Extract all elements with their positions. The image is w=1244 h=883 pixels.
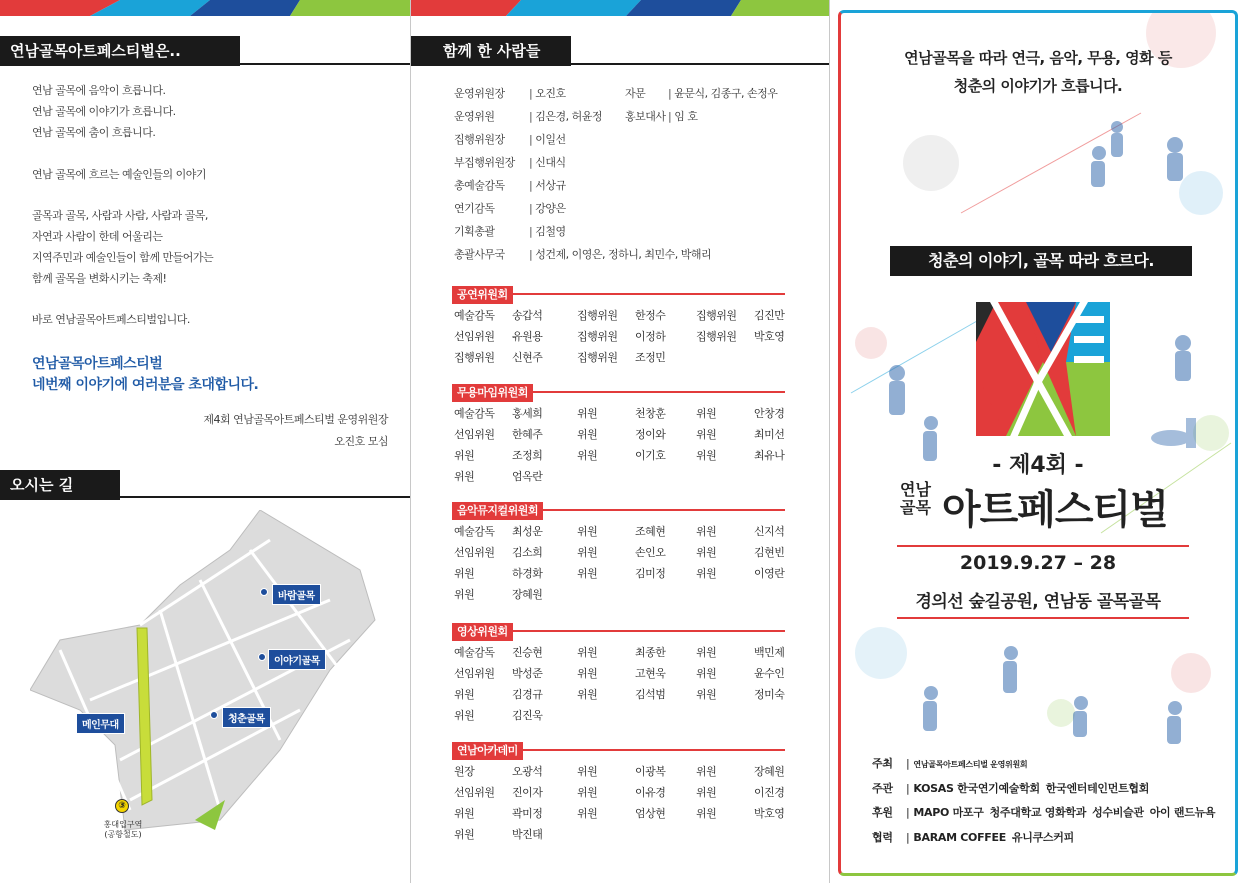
staff-name: 오진호 bbox=[535, 87, 566, 100]
member-role: 위원 bbox=[577, 525, 598, 538]
member-role: 위원 bbox=[577, 449, 598, 462]
staff-role: 운영위원장 bbox=[454, 87, 505, 100]
color-strip bbox=[0, 0, 410, 16]
committee-member bbox=[577, 565, 665, 581]
member-role: 위원 bbox=[454, 807, 475, 820]
member-name: 이영란 bbox=[754, 567, 785, 580]
committee-member bbox=[577, 686, 665, 702]
staff-role: 기획총괄 bbox=[454, 225, 495, 238]
committee-member bbox=[696, 447, 784, 463]
staff-panel bbox=[411, 0, 829, 883]
cover-headline-1: 연남골목을 따라 연극, 음악, 무용, 영화 등 bbox=[904, 49, 1172, 67]
committee-member bbox=[577, 784, 665, 800]
festival-date: 2019.9.27 – 28 bbox=[959, 552, 1117, 574]
staff-separator: | bbox=[529, 133, 533, 146]
member-role: 위원 bbox=[696, 646, 717, 659]
committee-label: 음악뮤지컬위원회 bbox=[452, 502, 543, 520]
committee-member bbox=[577, 349, 665, 365]
committee-member bbox=[577, 307, 665, 323]
staff-name: 신대식 bbox=[535, 156, 566, 169]
member-name: 엄상현 bbox=[635, 807, 666, 820]
staff-row-advisor bbox=[625, 85, 777, 101]
committee-member bbox=[454, 644, 542, 660]
committee-member bbox=[696, 686, 784, 702]
committee-member bbox=[454, 805, 542, 821]
member-role: 위원 bbox=[577, 667, 598, 680]
member-name: 정미숙 bbox=[754, 688, 785, 701]
member-role: 위원 bbox=[454, 449, 475, 462]
committee-label: 연남아카데미 bbox=[452, 742, 523, 760]
member-role: 선임위원 bbox=[454, 428, 495, 441]
staff-separator: | bbox=[529, 87, 533, 100]
festival-logo bbox=[976, 302, 1110, 436]
committee-member bbox=[577, 805, 665, 821]
member-role: 선임위원 bbox=[454, 667, 495, 680]
decor-dots bbox=[841, 13, 1235, 873]
staff-row bbox=[454, 246, 711, 262]
date-rule-bottom bbox=[897, 617, 1189, 619]
intro-line: 연남 골목에 음악이 흐릅니다. bbox=[32, 84, 166, 97]
member-name: 김소희 bbox=[512, 546, 543, 559]
member-name: 이유경 bbox=[635, 786, 666, 799]
station-name: 홍대입구역 bbox=[103, 820, 143, 829]
member-name: 조정희 bbox=[512, 449, 543, 462]
staff-row bbox=[454, 85, 566, 101]
committee-label: 영상위원회 bbox=[452, 623, 513, 641]
committee-member bbox=[454, 523, 542, 539]
member-role: 위원 bbox=[454, 688, 475, 701]
member-name: 최성운 bbox=[512, 525, 543, 538]
committee-member bbox=[454, 328, 542, 344]
staff-name: 이일선 bbox=[535, 133, 566, 146]
member-name: 하경화 bbox=[512, 567, 543, 580]
member-role: 선임위원 bbox=[454, 546, 495, 559]
member-role: 위원 bbox=[577, 765, 598, 778]
member-name: 윤수인 bbox=[754, 667, 785, 680]
member-name: 박호영 bbox=[754, 807, 785, 820]
committee-member bbox=[577, 644, 665, 660]
member-name: 한정수 bbox=[635, 309, 666, 322]
committee-member bbox=[696, 405, 784, 421]
credit-row bbox=[872, 804, 1221, 820]
committee-member bbox=[577, 426, 665, 442]
intro-line: 바로 연남골목아트페스티벌입니다. bbox=[32, 313, 190, 326]
staff-separator: | bbox=[529, 225, 533, 238]
cover-slogan: 청춘의 이야기, 골목 따라 흐르다. bbox=[890, 246, 1192, 276]
festival-venue: 경의선 숲길공원, 연남동 골목골목 bbox=[915, 592, 1161, 612]
credit-key: 협력 bbox=[872, 831, 893, 844]
staff-separator: | bbox=[668, 87, 672, 100]
intro-title: 연남골목아트페스티벌은.. bbox=[0, 36, 240, 66]
member-role: 위원 bbox=[454, 588, 475, 601]
intro-line: 골목과 골목, 사람과 사람, 사람과 골목, bbox=[32, 209, 208, 222]
staff-row bbox=[454, 154, 566, 170]
member-role: 위원 bbox=[577, 786, 598, 799]
member-name: 김현빈 bbox=[754, 546, 785, 559]
member-name: 곽미정 bbox=[512, 807, 543, 820]
member-name: 조혜현 bbox=[635, 525, 666, 538]
member-name: 백민제 bbox=[754, 646, 785, 659]
member-role: 집행위원 bbox=[696, 309, 737, 322]
committee-member bbox=[454, 468, 542, 484]
committee-member bbox=[454, 426, 542, 442]
member-role: 선임위원 bbox=[454, 786, 495, 799]
member-role: 위원 bbox=[577, 688, 598, 701]
committee-member bbox=[577, 665, 665, 681]
member-name: 이광복 bbox=[635, 765, 666, 778]
staff-row bbox=[454, 108, 602, 124]
member-name: 최종한 bbox=[635, 646, 666, 659]
member-name: 김미정 bbox=[635, 567, 666, 580]
intro-line: 함께 골목을 변화시키는 축제! bbox=[32, 272, 167, 285]
member-name: 오광석 bbox=[512, 765, 543, 778]
member-name: 진승현 bbox=[512, 646, 543, 659]
committee-member bbox=[696, 763, 784, 779]
intro-line: 지역주민과 예술인들이 함께 만들어가는 bbox=[32, 251, 214, 264]
committee-member bbox=[454, 665, 542, 681]
credit-separator: | bbox=[906, 782, 910, 795]
credit-separator: | bbox=[906, 831, 910, 844]
staff-name: 윤문식, 김종구, 손정우 bbox=[674, 87, 778, 100]
staff-row bbox=[454, 223, 566, 239]
member-name: 송갑석 bbox=[512, 309, 543, 322]
member-role: 위원 bbox=[454, 828, 475, 841]
map-label-cheongchun: 청춘골목 bbox=[222, 707, 271, 728]
committee-member bbox=[696, 307, 784, 323]
staff-separator: | bbox=[529, 248, 533, 261]
committee-member bbox=[454, 544, 542, 560]
credit-org: 성수비슬관 bbox=[1092, 806, 1144, 819]
committee-member bbox=[454, 349, 542, 365]
member-role: 예술감독 bbox=[454, 407, 495, 420]
committee-member bbox=[454, 784, 542, 800]
member-name: 홍세희 bbox=[512, 407, 543, 420]
staff-role: 홍보대사 bbox=[625, 110, 666, 123]
member-name: 이기호 bbox=[635, 449, 666, 462]
committee-member bbox=[696, 426, 784, 442]
staff-role: 부집행위원장 bbox=[454, 156, 515, 169]
member-role: 위원 bbox=[696, 765, 717, 778]
staff-separator: | bbox=[529, 156, 533, 169]
credit-row bbox=[872, 755, 1033, 771]
committee-member bbox=[696, 665, 784, 681]
member-name: 진이자 bbox=[512, 786, 543, 799]
member-name: 김진욱 bbox=[512, 709, 543, 722]
member-role: 위원 bbox=[577, 546, 598, 559]
member-role: 위원 bbox=[696, 688, 717, 701]
festival-title-small-1: 연남 bbox=[900, 480, 931, 499]
committee-member bbox=[577, 544, 665, 560]
committee-member bbox=[454, 763, 542, 779]
member-role: 원장 bbox=[454, 765, 475, 778]
member-name: 조정민 bbox=[635, 351, 666, 364]
intro-line: 연남 골목에 흐르는 예술인들의 이야기 bbox=[32, 168, 207, 181]
intro-line: 자연과 사람이 한데 어울리는 bbox=[32, 230, 163, 243]
credit-key: 후원 bbox=[872, 806, 893, 819]
member-role: 집행위원 bbox=[577, 351, 618, 364]
member-name: 엄옥란 bbox=[512, 470, 543, 483]
color-strip bbox=[411, 0, 829, 16]
member-name: 신지석 bbox=[754, 525, 785, 538]
staff-role: 자문 bbox=[625, 87, 646, 100]
member-name: 김경규 bbox=[512, 688, 543, 701]
credit-separator: | bbox=[906, 757, 910, 770]
member-role: 위원 bbox=[696, 786, 717, 799]
committee-member bbox=[696, 328, 784, 344]
member-role: 선임위원 bbox=[454, 330, 495, 343]
member-name: 박호영 bbox=[754, 330, 785, 343]
member-role: 위원 bbox=[577, 428, 598, 441]
committee-label: 공연위원회 bbox=[452, 286, 513, 304]
committee-member bbox=[696, 544, 784, 560]
member-name: 박진태 bbox=[512, 828, 543, 841]
staff-name: 김은경, 허윤정 bbox=[535, 110, 602, 123]
invite-line-2: 네번째 이야기에 여러분을 초대합니다. bbox=[32, 377, 259, 393]
member-name: 유원용 bbox=[512, 330, 543, 343]
station-line: (공항철도) bbox=[104, 830, 142, 839]
station-number: ③ bbox=[115, 799, 129, 813]
staff-role: 총괄사무국 bbox=[454, 248, 505, 261]
directions-map bbox=[30, 510, 390, 840]
credit-org: 연남골목아트페스티벌 운영위원회 bbox=[913, 760, 1028, 769]
credit-org: 한국엔터테인먼트협회 bbox=[1045, 782, 1150, 795]
credit-row bbox=[872, 780, 1155, 796]
member-name: 이정하 bbox=[635, 330, 666, 343]
member-name: 박성준 bbox=[512, 667, 543, 680]
member-name: 한혜주 bbox=[512, 428, 543, 441]
credit-separator: | bbox=[906, 806, 910, 819]
member-role: 집행위원 bbox=[577, 309, 618, 322]
signature-line-1: 제4회 연남골목아트페스티벌 운영위원장 bbox=[203, 413, 388, 426]
member-role: 위원 bbox=[696, 428, 717, 441]
credit-org: KOSAS 한국연기예술학회 bbox=[913, 782, 1040, 795]
committee-member bbox=[577, 405, 665, 421]
committee-member bbox=[696, 644, 784, 660]
committee-member bbox=[577, 447, 665, 463]
staff-row-advisor bbox=[625, 108, 697, 124]
map-marker bbox=[258, 653, 266, 661]
member-role: 위원 bbox=[696, 567, 717, 580]
intro-line: 연남 골목에 춤이 흐릅니다. bbox=[32, 126, 156, 139]
staff-separator: | bbox=[529, 202, 533, 215]
committee-member bbox=[577, 328, 665, 344]
festival-title: 아트페스티벌 bbox=[942, 487, 1168, 533]
member-role: 위원 bbox=[577, 646, 598, 659]
festival-title-small-2: 골목 bbox=[900, 498, 931, 517]
member-name: 김진만 bbox=[754, 309, 785, 322]
member-role: 위원 bbox=[454, 709, 475, 722]
credit-key: 주관 bbox=[872, 782, 893, 795]
committee-member bbox=[696, 784, 784, 800]
credit-row bbox=[872, 829, 1080, 845]
member-role: 위원 bbox=[696, 546, 717, 559]
member-name: 최미선 bbox=[754, 428, 785, 441]
fold-line bbox=[829, 0, 830, 883]
member-role: 위원 bbox=[696, 525, 717, 538]
credit-org: MAPO 마포구 bbox=[913, 806, 984, 819]
member-name: 최유나 bbox=[754, 449, 785, 462]
invite-line-1: 연남골목아트페스티벌 bbox=[32, 356, 163, 372]
edition-label: - 제4회 - bbox=[992, 453, 1084, 478]
staff-role: 총예술감독 bbox=[454, 179, 505, 192]
committee-member bbox=[696, 805, 784, 821]
member-role: 위원 bbox=[577, 807, 598, 820]
member-role: 예술감독 bbox=[454, 646, 495, 659]
staff-row bbox=[454, 200, 566, 216]
member-role: 위원 bbox=[577, 407, 598, 420]
member-name: 손인오 bbox=[635, 546, 666, 559]
committee-member bbox=[454, 447, 542, 463]
cover-headline-2: 청춘의 이야기가 흐릅니다. bbox=[953, 77, 1123, 95]
member-name: 김석범 bbox=[635, 688, 666, 701]
intro-panel bbox=[0, 0, 410, 883]
member-role: 위원 bbox=[454, 567, 475, 580]
committee-member bbox=[454, 565, 542, 581]
staff-name: 임 호 bbox=[674, 110, 698, 123]
member-name: 천창훈 bbox=[635, 407, 666, 420]
credit-key: 주최 bbox=[872, 757, 893, 770]
staff-title: 함께 한 사람들 bbox=[411, 36, 571, 66]
map-title: 오시는 길 bbox=[0, 470, 120, 500]
intro-line: 연남 골목에 이야기가 흐릅니다. bbox=[32, 105, 176, 118]
committee-member bbox=[454, 307, 542, 323]
member-role: 위원 bbox=[577, 567, 598, 580]
credit-org: 청주대학교 영화학과 bbox=[989, 806, 1087, 819]
member-name: 정이와 bbox=[635, 428, 666, 441]
staff-role: 연기감독 bbox=[454, 202, 495, 215]
staff-separator: | bbox=[668, 110, 672, 123]
staff-name: 김철영 bbox=[535, 225, 566, 238]
map-label-main-stage: 메인무대 bbox=[76, 713, 125, 734]
staff-name: 서상규 bbox=[535, 179, 566, 192]
map-label-baram: 바람골목 bbox=[272, 584, 321, 605]
member-name: 안창경 bbox=[754, 407, 785, 420]
committee-member bbox=[454, 586, 542, 602]
committee-member bbox=[454, 707, 542, 723]
staff-name: 강양은 bbox=[535, 202, 566, 215]
member-role: 위원 bbox=[696, 407, 717, 420]
staff-name: 성건제, 이영은, 정하니, 최민수, 박해리 bbox=[535, 248, 712, 261]
credit-org: 아이 랜드뉴욕 bbox=[1149, 806, 1216, 819]
member-role: 예술감독 bbox=[454, 309, 495, 322]
map-marker bbox=[210, 711, 218, 719]
staff-role: 집행위원장 bbox=[454, 133, 505, 146]
staff-row bbox=[454, 177, 566, 193]
staff-separator: | bbox=[529, 179, 533, 192]
committee-member bbox=[696, 565, 784, 581]
credit-org: BARAM COFFEE bbox=[913, 831, 1006, 844]
member-role: 집행위원 bbox=[577, 330, 618, 343]
member-name: 고현욱 bbox=[635, 667, 666, 680]
signature-line-2: 오진호 모심 bbox=[334, 435, 388, 448]
staff-separator: | bbox=[529, 110, 533, 123]
staff-row bbox=[454, 131, 566, 147]
map-marker bbox=[260, 588, 268, 596]
committee-member bbox=[577, 523, 665, 539]
date-rule-top bbox=[897, 545, 1189, 547]
committee-member bbox=[696, 523, 784, 539]
member-role: 위원 bbox=[454, 470, 475, 483]
credit-org: 유니쿠스커피 bbox=[1011, 831, 1074, 844]
member-name: 이진경 bbox=[754, 786, 785, 799]
member-role: 집행위원 bbox=[696, 330, 737, 343]
festival-title-small bbox=[900, 481, 931, 517]
committee-label: 무용마임위원회 bbox=[452, 384, 533, 402]
map-label-iyagi: 이야기골목 bbox=[268, 649, 326, 670]
committee-member bbox=[454, 686, 542, 702]
committee-member bbox=[577, 763, 665, 779]
member-role: 집행위원 bbox=[454, 351, 495, 364]
committee-member bbox=[454, 826, 542, 842]
committee-member bbox=[454, 405, 542, 421]
member-role: 예술감독 bbox=[454, 525, 495, 538]
staff-role: 운영위원 bbox=[454, 110, 495, 123]
member-name: 신현주 bbox=[512, 351, 543, 364]
member-role: 위원 bbox=[696, 807, 717, 820]
member-role: 위원 bbox=[696, 667, 717, 680]
member-name: 장혜원 bbox=[754, 765, 785, 778]
member-role: 위원 bbox=[696, 449, 717, 462]
member-name: 장혜원 bbox=[512, 588, 543, 601]
